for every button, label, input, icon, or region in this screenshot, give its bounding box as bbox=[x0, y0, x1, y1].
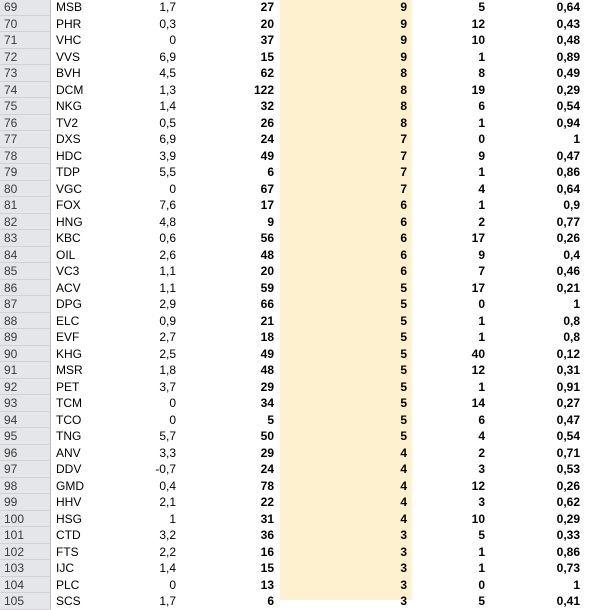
cell-value-b[interactable]: 17 bbox=[260, 198, 274, 212]
row-number[interactable]: 95 bbox=[0, 428, 51, 445]
cell-value-a[interactable]: 1,4 bbox=[159, 561, 176, 575]
cell-value-c[interactable]: 9 bbox=[400, 49, 407, 64]
cell-value-b[interactable]: 9 bbox=[267, 214, 274, 229]
cell-value-a[interactable]: 0 bbox=[169, 396, 176, 410]
cell-value-c[interactable]: 6 bbox=[400, 264, 407, 278]
cell-value-e[interactable]: 0,29 bbox=[556, 511, 580, 526]
row-number[interactable]: 74 bbox=[0, 82, 51, 99]
row-number[interactable]: 79 bbox=[0, 164, 51, 181]
row-number[interactable]: 98 bbox=[0, 478, 51, 495]
cell-value-d[interactable]: 2 bbox=[478, 214, 485, 229]
cell-code[interactable]: GMD bbox=[56, 478, 84, 493]
cell-value-e[interactable]: 0,43 bbox=[556, 16, 580, 31]
row-number[interactable]: 72 bbox=[0, 49, 51, 66]
cell-value-a[interactable]: 4,5 bbox=[159, 66, 176, 80]
cell-value-c[interactable]: 3 bbox=[400, 544, 407, 559]
cell-value-b[interactable]: 6 bbox=[267, 165, 274, 179]
table-row bbox=[0, 197, 600, 214]
cell-code[interactable]: TCM bbox=[56, 396, 82, 410]
row-number[interactable]: 85 bbox=[0, 263, 51, 280]
table-row bbox=[0, 494, 600, 511]
cell-value-c[interactable]: 3 bbox=[400, 594, 407, 608]
cell-code[interactable]: SCS bbox=[56, 594, 81, 608]
cell-code[interactable]: NKG bbox=[56, 99, 83, 113]
cell-value-b[interactable]: 122 bbox=[253, 82, 274, 97]
row-number[interactable]: 73 bbox=[0, 65, 51, 82]
cell-value-a[interactable]: 3,9 bbox=[159, 148, 176, 163]
cell-value-b[interactable]: 50 bbox=[260, 429, 274, 443]
row-number[interactable]: 97 bbox=[0, 461, 51, 478]
row-number[interactable]: 89 bbox=[0, 329, 51, 346]
cell-value-e[interactable]: 0,33 bbox=[556, 528, 580, 542]
cell-value-c[interactable]: 5 bbox=[400, 313, 407, 328]
cell-value-d[interactable]: 6 bbox=[478, 99, 485, 113]
table-row bbox=[0, 247, 600, 264]
table-row bbox=[0, 49, 600, 66]
cell-value-c[interactable]: 5 bbox=[400, 379, 407, 394]
cell-value-d[interactable]: 5 bbox=[478, 528, 485, 542]
cell-value-a[interactable]: 5,5 bbox=[159, 165, 176, 179]
cell-code[interactable]: VGC bbox=[56, 181, 83, 196]
cell-code[interactable]: ANV bbox=[56, 445, 81, 460]
cell-code[interactable]: PET bbox=[56, 379, 80, 394]
table-row bbox=[0, 214, 600, 231]
row-number[interactable]: 102 bbox=[0, 544, 51, 561]
table-row bbox=[0, 445, 600, 462]
cell-value-c[interactable]: 5 bbox=[400, 363, 407, 377]
table-row bbox=[0, 379, 600, 396]
table-row bbox=[0, 32, 600, 49]
cell-value-a[interactable]: 2,1 bbox=[159, 495, 176, 509]
cell-value-d[interactable]: 9 bbox=[478, 148, 485, 163]
cell-value-c[interactable]: 5 bbox=[400, 396, 407, 410]
cell-value-c[interactable]: 8 bbox=[400, 82, 407, 97]
cell-value-b[interactable]: 24 bbox=[260, 462, 274, 476]
table-row bbox=[0, 131, 600, 148]
cell-value-a[interactable]: 3,2 bbox=[159, 528, 176, 542]
cell-value-e[interactable]: 0,8 bbox=[563, 330, 580, 344]
cell-value-b[interactable]: 5 bbox=[267, 412, 274, 427]
row-number[interactable]: 82 bbox=[0, 214, 51, 231]
cell-value-e[interactable]: 0,91 bbox=[556, 379, 580, 394]
cell-value-a[interactable]: 1,4 bbox=[159, 99, 176, 113]
table-row bbox=[0, 511, 600, 528]
row-number[interactable]: 84 bbox=[0, 247, 51, 264]
cell-value-b[interactable]: 48 bbox=[260, 247, 274, 262]
cell-value-c[interactable]: 7 bbox=[400, 165, 407, 179]
cell-value-d[interactable]: 7 bbox=[478, 264, 485, 278]
row-number[interactable]: 104 bbox=[0, 577, 51, 594]
cell-value-b[interactable]: 36 bbox=[260, 528, 274, 542]
row-number[interactable]: 70 bbox=[0, 16, 51, 33]
row-number[interactable]: 76 bbox=[0, 115, 51, 132]
cell-value-d[interactable]: 17 bbox=[471, 231, 485, 245]
cell-code[interactable]: DDV bbox=[56, 462, 82, 476]
cell-value-d[interactable]: 3 bbox=[478, 462, 485, 476]
cell-value-e[interactable]: 1 bbox=[573, 577, 580, 592]
cell-code[interactable]: HHV bbox=[56, 495, 82, 509]
cell-value-a[interactable]: 0 bbox=[169, 33, 176, 47]
cell-value-c[interactable]: 8 bbox=[400, 66, 407, 80]
row-number[interactable]: 80 bbox=[0, 181, 51, 198]
cell-code[interactable]: ACV bbox=[56, 280, 81, 295]
cell-value-d[interactable]: 2 bbox=[478, 445, 485, 460]
cell-value-b[interactable]: 24 bbox=[260, 132, 274, 146]
cell-value-e[interactable]: 0,49 bbox=[556, 66, 580, 80]
table-row bbox=[0, 115, 600, 132]
row-number[interactable]: 83 bbox=[0, 230, 51, 247]
table-row bbox=[0, 164, 600, 181]
cell-value-c[interactable]: 7 bbox=[400, 148, 407, 163]
cell-value-a[interactable]: 0 bbox=[169, 577, 176, 592]
cell-value-b[interactable]: 20 bbox=[260, 16, 274, 31]
cell-value-c[interactable]: 9 bbox=[400, 0, 407, 14]
cell-value-b[interactable]: 13 bbox=[260, 577, 274, 592]
table-row bbox=[0, 577, 600, 594]
cell-value-a[interactable]: 0,3 bbox=[159, 16, 176, 31]
cell-code[interactable]: VC3 bbox=[56, 264, 80, 278]
table-row bbox=[0, 527, 600, 544]
cell-code[interactable]: FTS bbox=[56, 544, 79, 559]
cell-value-c[interactable]: 4 bbox=[400, 478, 407, 493]
cell-value-b[interactable]: 31 bbox=[260, 511, 274, 526]
cell-value-d[interactable]: 19 bbox=[471, 82, 485, 97]
cell-value-b[interactable]: 67 bbox=[260, 181, 274, 196]
cell-value-b[interactable]: 15 bbox=[260, 49, 274, 64]
cell-code[interactable]: KBC bbox=[56, 231, 81, 245]
cell-value-b[interactable]: 78 bbox=[260, 478, 274, 493]
cell-code[interactable]: DPG bbox=[56, 297, 83, 311]
cell-value-c[interactable]: 6 bbox=[400, 231, 407, 245]
cell-value-c[interactable]: 9 bbox=[400, 33, 407, 47]
cell-code[interactable]: HNG bbox=[56, 214, 83, 229]
row-number[interactable]: 99 bbox=[0, 494, 51, 511]
cell-value-d[interactable]: 10 bbox=[471, 33, 485, 47]
cell-value-a[interactable]: -0,7 bbox=[155, 462, 176, 476]
row-number[interactable]: 78 bbox=[0, 148, 51, 165]
table-row bbox=[0, 98, 600, 115]
cell-value-b[interactable]: 62 bbox=[260, 66, 274, 80]
cell-code[interactable]: OIL bbox=[56, 247, 76, 262]
cell-value-e[interactable]: 0,9 bbox=[563, 198, 580, 212]
cell-code[interactable]: PLC bbox=[56, 577, 80, 592]
cell-value-e[interactable]: 0,62 bbox=[556, 495, 580, 509]
table-row bbox=[0, 280, 600, 297]
cell-value-e[interactable]: 0,77 bbox=[556, 214, 580, 229]
cell-value-d[interactable]: 1 bbox=[478, 561, 485, 575]
cell-code[interactable]: DXS bbox=[56, 132, 81, 146]
row-number[interactable]: 90 bbox=[0, 346, 51, 363]
cell-value-e[interactable]: 0,47 bbox=[556, 148, 580, 163]
row-number[interactable]: 75 bbox=[0, 98, 51, 115]
cell-code[interactable]: ELC bbox=[56, 313, 80, 328]
cell-value-b[interactable]: 27 bbox=[260, 0, 274, 14]
cell-value-c[interactable]: 7 bbox=[400, 132, 407, 146]
cell-value-a[interactable]: 0,6 bbox=[159, 231, 176, 245]
cell-value-a[interactable]: 6,9 bbox=[159, 49, 176, 64]
cell-value-e[interactable]: 0,89 bbox=[556, 49, 580, 64]
cell-value-c[interactable]: 5 bbox=[400, 412, 407, 427]
cell-value-d[interactable]: 40 bbox=[471, 346, 485, 361]
cell-value-d[interactable]: 3 bbox=[478, 495, 485, 509]
table-row bbox=[0, 428, 600, 445]
cell-value-b[interactable]: 29 bbox=[260, 379, 274, 394]
cell-code[interactable]: HSG bbox=[56, 511, 83, 526]
cell-value-c[interactable]: 4 bbox=[400, 462, 407, 476]
cell-value-c[interactable]: 6 bbox=[400, 198, 407, 212]
cell-value-c[interactable]: 3 bbox=[400, 577, 407, 592]
cell-value-a[interactable]: 3,7 bbox=[159, 379, 176, 394]
cell-value-c[interactable]: 8 bbox=[400, 115, 407, 130]
cell-value-b[interactable]: 16 bbox=[260, 544, 274, 559]
cell-value-d[interactable]: 14 bbox=[471, 396, 485, 410]
cell-value-e[interactable]: 0,8 bbox=[563, 313, 580, 328]
cell-value-b[interactable]: 15 bbox=[260, 561, 274, 575]
cell-code[interactable]: VHC bbox=[56, 33, 82, 47]
table-row bbox=[0, 478, 600, 495]
cell-value-d[interactable]: 1 bbox=[478, 165, 485, 179]
cell-value-d[interactable]: 0 bbox=[478, 577, 485, 592]
table-row bbox=[0, 263, 600, 280]
cell-value-a[interactable]: 7,6 bbox=[159, 198, 176, 212]
cell-value-e[interactable]: 0,41 bbox=[556, 594, 580, 608]
table-row bbox=[0, 313, 600, 330]
cell-code[interactable]: TDP bbox=[56, 165, 80, 179]
row-number[interactable]: 77 bbox=[0, 131, 51, 148]
cell-value-b[interactable]: 29 bbox=[260, 445, 274, 460]
table-row bbox=[0, 230, 600, 247]
cell-value-e[interactable]: 0,31 bbox=[556, 363, 580, 377]
cell-code[interactable]: EVF bbox=[56, 330, 80, 344]
cell-value-b[interactable]: 20 bbox=[260, 264, 274, 278]
cell-value-e[interactable]: 0,26 bbox=[556, 231, 580, 245]
row-number[interactable]: 71 bbox=[0, 32, 51, 49]
cell-value-b[interactable]: 49 bbox=[260, 148, 274, 163]
cell-value-e[interactable]: 0,64 bbox=[556, 0, 580, 14]
cell-value-e[interactable]: 0,27 bbox=[556, 396, 580, 410]
table-row bbox=[0, 395, 600, 412]
row-number[interactable]: 92 bbox=[0, 379, 51, 396]
cell-value-b[interactable]: 6 bbox=[267, 594, 274, 608]
cell-value-a[interactable]: 6,9 bbox=[159, 132, 176, 146]
table-row bbox=[0, 296, 600, 313]
row-number[interactable]: 105 bbox=[0, 593, 51, 610]
cell-value-a[interactable]: 0,9 bbox=[159, 313, 176, 328]
cell-value-a[interactable]: 0 bbox=[169, 181, 176, 196]
cell-value-d[interactable]: 17 bbox=[471, 280, 485, 295]
cell-value-e[interactable]: 0,29 bbox=[556, 82, 580, 97]
cell-code[interactable]: TCO bbox=[56, 412, 82, 427]
table-row bbox=[0, 560, 600, 577]
table-row bbox=[0, 346, 600, 363]
table-row bbox=[0, 0, 600, 16]
cell-value-e[interactable]: 0,12 bbox=[556, 346, 580, 361]
cell-value-a[interactable]: 1,7 bbox=[159, 0, 176, 14]
cell-value-b[interactable]: 26 bbox=[260, 115, 274, 130]
table-row bbox=[0, 82, 600, 99]
cell-code[interactable]: KHG bbox=[56, 346, 83, 361]
cell-value-c[interactable]: 4 bbox=[400, 511, 407, 526]
row-number[interactable]: 88 bbox=[0, 313, 51, 330]
table-row bbox=[0, 148, 600, 165]
cell-value-b[interactable]: 34 bbox=[260, 396, 274, 410]
cell-value-a[interactable]: 2,7 bbox=[159, 330, 176, 344]
row-number[interactable]: 100 bbox=[0, 511, 51, 528]
cell-value-d[interactable]: 8 bbox=[478, 66, 485, 80]
cell-value-d[interactable]: 12 bbox=[471, 363, 485, 377]
cell-code[interactable]: VVS bbox=[56, 49, 81, 64]
cell-value-e[interactable]: 0,64 bbox=[556, 181, 580, 196]
cell-value-a[interactable]: 2,2 bbox=[159, 544, 176, 559]
row-number[interactable]: 103 bbox=[0, 560, 51, 577]
cell-value-e[interactable]: 0,47 bbox=[556, 412, 580, 427]
cell-value-e[interactable]: 0,48 bbox=[556, 33, 580, 47]
row-number[interactable]: 96 bbox=[0, 445, 51, 462]
cell-value-e[interactable]: 0,94 bbox=[556, 115, 580, 130]
cell-value-e[interactable]: 0,71 bbox=[556, 445, 580, 460]
cell-value-d[interactable]: 1 bbox=[478, 49, 485, 64]
cell-value-e[interactable]: 0,4 bbox=[563, 247, 580, 262]
cell-value-e[interactable]: 0,21 bbox=[556, 280, 580, 295]
cell-code[interactable]: DCM bbox=[56, 82, 84, 97]
table-row bbox=[0, 461, 600, 478]
cell-value-d[interactable]: 1 bbox=[478, 379, 485, 394]
cell-code[interactable]: TNG bbox=[56, 429, 82, 443]
cell-code[interactable]: MSB bbox=[56, 0, 83, 14]
cell-value-d[interactable]: 9 bbox=[478, 247, 485, 262]
cell-value-b[interactable]: 59 bbox=[260, 280, 274, 295]
cell-value-c[interactable]: 8 bbox=[400, 99, 407, 113]
cell-value-c[interactable]: 9 bbox=[400, 16, 407, 31]
row-number[interactable]: 86 bbox=[0, 280, 51, 297]
cell-value-c[interactable]: 6 bbox=[400, 247, 407, 262]
cell-value-e[interactable]: 0,86 bbox=[556, 165, 580, 179]
cell-value-c[interactable]: 5 bbox=[400, 346, 407, 361]
cell-value-e[interactable]: 0,26 bbox=[556, 478, 580, 493]
cell-value-d[interactable]: 12 bbox=[471, 478, 485, 493]
cell-value-c[interactable]: 5 bbox=[400, 330, 407, 344]
cell-value-a[interactable]: 1,1 bbox=[159, 264, 176, 278]
cell-value-d[interactable]: 0 bbox=[478, 132, 485, 146]
cell-value-b[interactable]: 21 bbox=[260, 313, 274, 328]
row-number[interactable]: 101 bbox=[0, 527, 51, 544]
cell-value-c[interactable]: 5 bbox=[400, 297, 407, 311]
cell-value-b[interactable]: 37 bbox=[260, 33, 274, 47]
cell-value-e[interactable]: 0,46 bbox=[556, 264, 580, 278]
row-number[interactable]: 94 bbox=[0, 412, 51, 429]
cell-value-e[interactable]: 0,73 bbox=[556, 561, 580, 575]
cell-value-d[interactable]: 1 bbox=[478, 198, 485, 212]
cell-value-c[interactable]: 6 bbox=[400, 214, 407, 229]
cell-value-c[interactable]: 7 bbox=[400, 181, 407, 196]
table-row bbox=[0, 329, 600, 346]
cell-value-a[interactable]: 0,5 bbox=[159, 115, 176, 130]
cell-code[interactable]: HDC bbox=[56, 148, 82, 163]
cell-code[interactable]: MSR bbox=[56, 363, 83, 377]
row-number[interactable]: 93 bbox=[0, 395, 51, 412]
cell-value-e[interactable]: 1 bbox=[573, 132, 580, 146]
cell-value-e[interactable]: 0,54 bbox=[556, 429, 580, 443]
cell-value-d[interactable]: 0 bbox=[478, 297, 485, 311]
cell-value-b[interactable]: 22 bbox=[260, 495, 274, 509]
row-number[interactable]: 91 bbox=[0, 362, 51, 379]
cell-value-a[interactable]: 1,7 bbox=[159, 594, 176, 608]
cell-value-e[interactable]: 0,53 bbox=[556, 462, 580, 476]
cell-code[interactable]: FOX bbox=[56, 198, 81, 212]
cell-value-d[interactable]: 10 bbox=[471, 511, 485, 526]
cell-value-d[interactable]: 4 bbox=[478, 181, 485, 196]
cell-value-a[interactable]: 2,6 bbox=[159, 247, 176, 262]
cell-value-d[interactable]: 5 bbox=[478, 594, 485, 608]
cell-code[interactable]: TV2 bbox=[56, 115, 79, 130]
cell-value-d[interactable]: 5 bbox=[478, 0, 485, 14]
cell-value-a[interactable]: 3,3 bbox=[159, 445, 176, 460]
cell-value-d[interactable]: 4 bbox=[478, 429, 485, 443]
table-row bbox=[0, 181, 600, 198]
table-row bbox=[0, 16, 600, 33]
cell-value-d[interactable]: 12 bbox=[471, 16, 485, 31]
table-row bbox=[0, 412, 600, 429]
cell-value-d[interactable]: 1 bbox=[478, 313, 485, 328]
cell-value-a[interactable]: 2,9 bbox=[159, 297, 176, 311]
cell-value-a[interactable]: 1,3 bbox=[159, 82, 176, 97]
table-row bbox=[0, 593, 600, 610]
cell-value-e[interactable]: 0,86 bbox=[556, 544, 580, 559]
cell-value-c[interactable]: 3 bbox=[400, 561, 407, 575]
cell-value-a[interactable]: 1,1 bbox=[159, 280, 176, 295]
cell-value-d[interactable]: 6 bbox=[478, 412, 485, 427]
cell-value-d[interactable]: 1 bbox=[478, 544, 485, 559]
cell-value-c[interactable]: 5 bbox=[400, 429, 407, 443]
cell-value-d[interactable]: 1 bbox=[478, 330, 485, 344]
cell-code[interactable]: IJC bbox=[56, 561, 74, 575]
table-row bbox=[0, 65, 600, 82]
cell-value-a[interactable]: 0 bbox=[169, 412, 176, 427]
cell-value-e[interactable]: 0,54 bbox=[556, 99, 580, 113]
row-number[interactable]: 81 bbox=[0, 197, 51, 214]
cell-value-e[interactable]: 1 bbox=[573, 297, 580, 311]
cell-value-b[interactable]: 49 bbox=[260, 346, 274, 361]
cell-value-a[interactable]: 0,4 bbox=[159, 478, 176, 493]
cell-value-b[interactable]: 66 bbox=[260, 297, 274, 311]
cell-value-a[interactable]: 1,8 bbox=[159, 363, 176, 377]
cell-value-c[interactable]: 4 bbox=[400, 495, 407, 509]
cell-value-d[interactable]: 1 bbox=[478, 115, 485, 130]
cell-code[interactable]: CTD bbox=[56, 528, 81, 542]
cell-value-a[interactable]: 4,8 bbox=[159, 214, 176, 229]
cell-value-a[interactable]: 1 bbox=[169, 511, 176, 526]
table-row bbox=[0, 362, 600, 379]
cell-value-b[interactable]: 48 bbox=[260, 363, 274, 377]
cell-value-b[interactable]: 18 bbox=[260, 330, 274, 344]
cell-code[interactable]: BVH bbox=[56, 66, 81, 80]
cell-value-c[interactable]: 3 bbox=[400, 528, 407, 542]
cell-value-a[interactable]: 2,5 bbox=[159, 346, 176, 361]
cell-value-b[interactable]: 32 bbox=[260, 99, 274, 113]
cell-value-b[interactable]: 56 bbox=[260, 231, 274, 245]
row-number[interactable]: 87 bbox=[0, 296, 51, 313]
table-row bbox=[0, 544, 600, 561]
cell-value-c[interactable]: 4 bbox=[400, 445, 407, 460]
cell-value-a[interactable]: 5,7 bbox=[159, 429, 176, 443]
row-number[interactable]: 69 bbox=[0, 0, 51, 16]
cell-value-c[interactable]: 5 bbox=[400, 280, 407, 295]
cell-code[interactable]: PHR bbox=[56, 16, 82, 31]
